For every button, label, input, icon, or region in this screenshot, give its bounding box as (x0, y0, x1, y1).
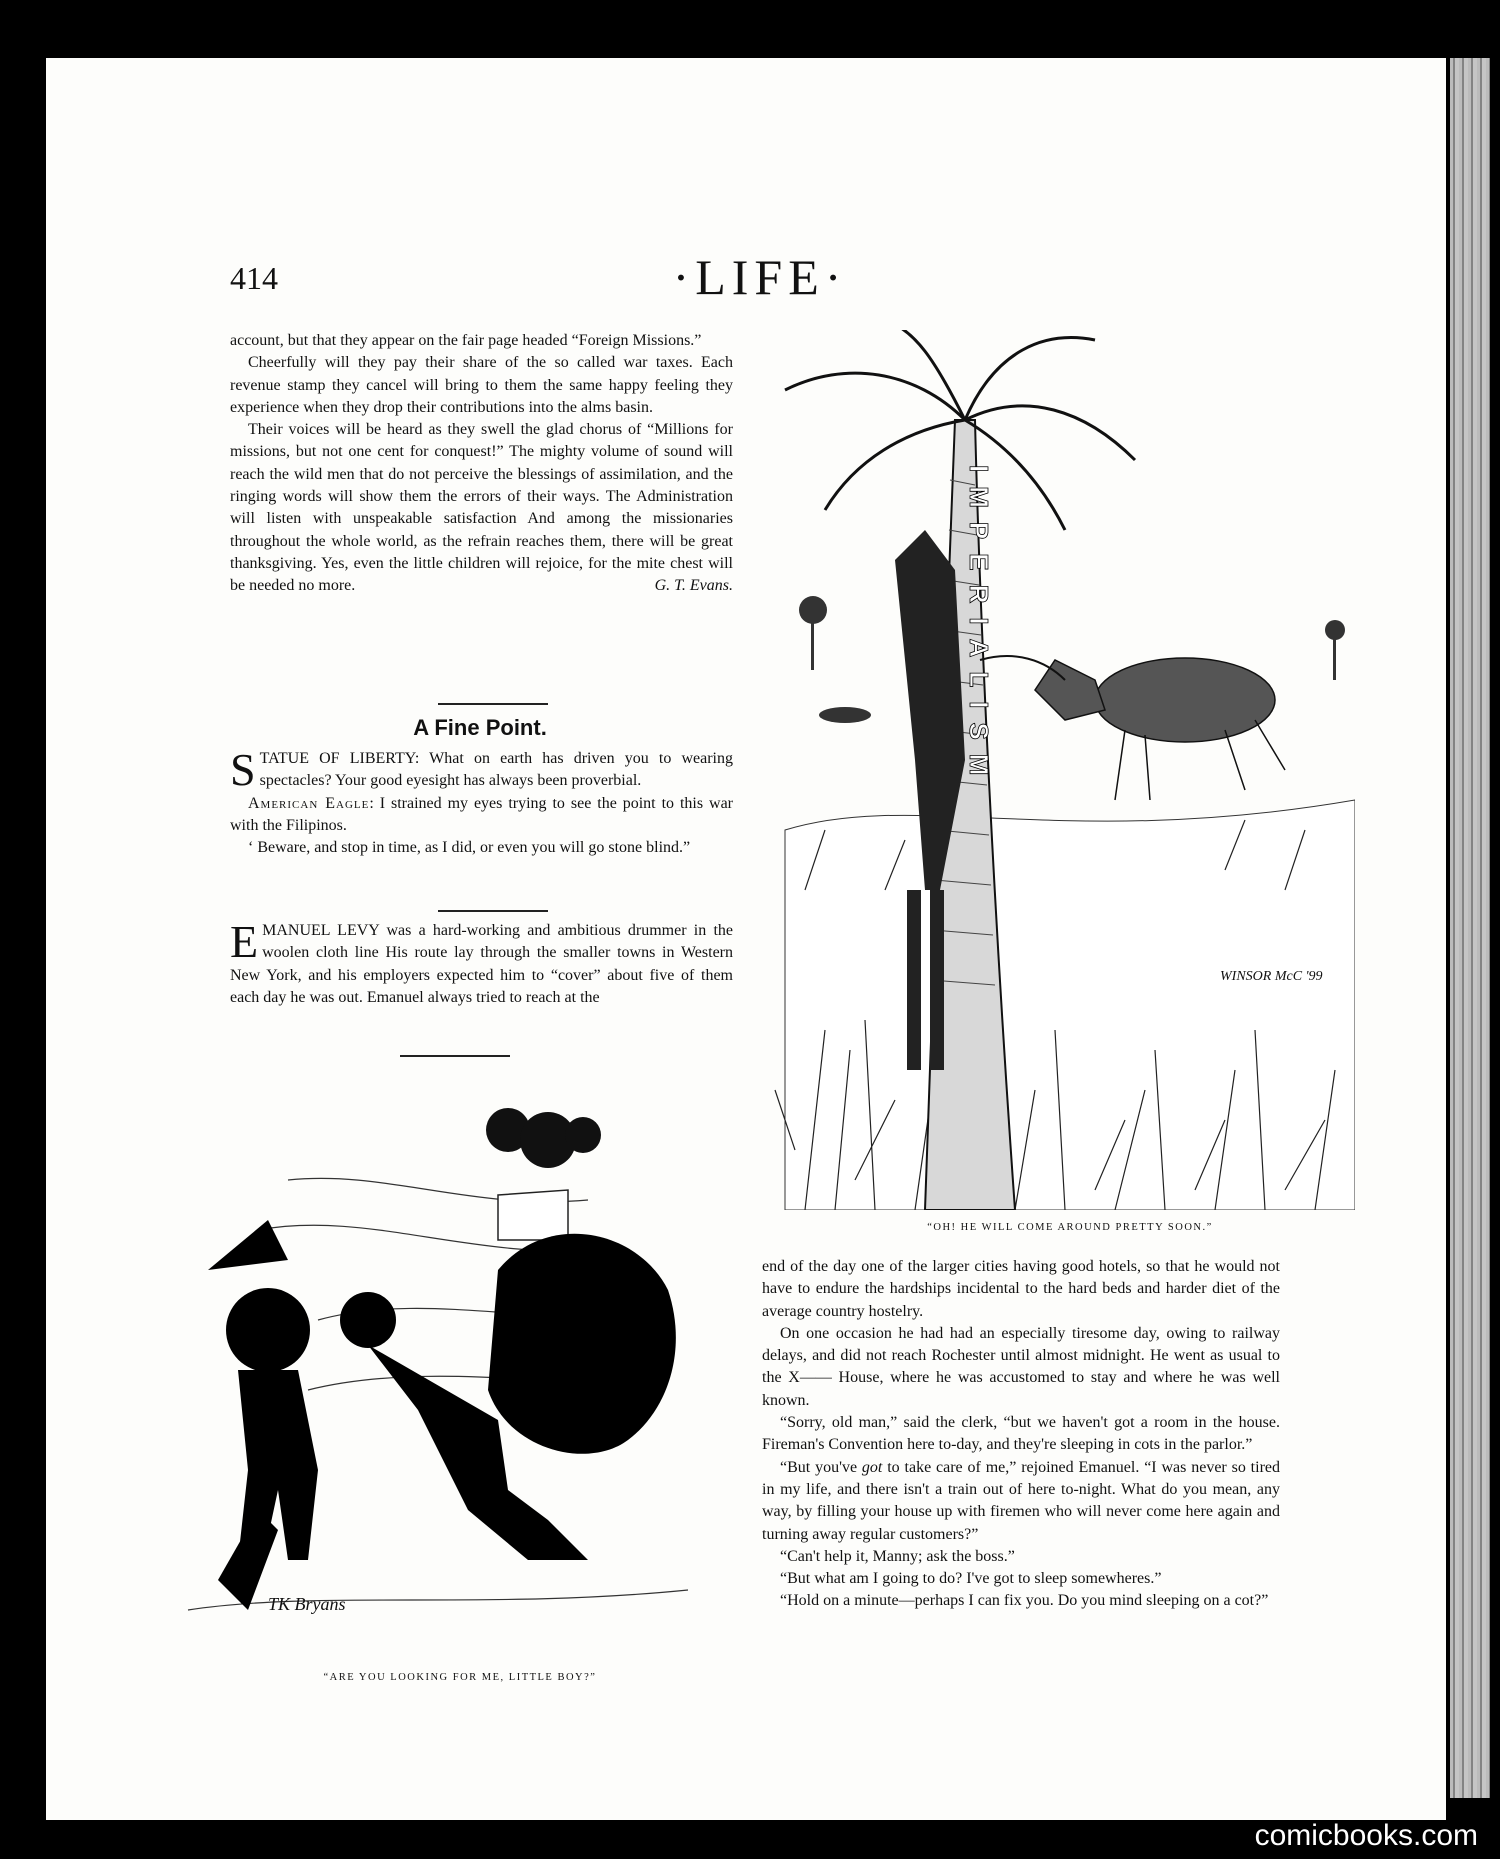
left-cartoon-caption: “ARE YOU LOOKING FOR ME, LITTLE BOY?” (323, 1672, 597, 1683)
watermark: comicbooks.com (1254, 1819, 1478, 1852)
divider (438, 910, 548, 912)
paragraph-text: Their voices will be heard as they swell the glad chorus of “Millions for missions, but not one cent for conquest!” The mighty volume of sound will reach the wild men that do not perceive the blessings of assimilation, and the ringing words will show them the errors of their ways. The Administration will listen with unspeakable satisfaction And among the missionaries throughout the whole world, as the refrain reaches them, there will be great thanksgiving. Yes, even the little children will rejoice, for the mite chest will be needed no more. (230, 421, 733, 595)
paragraph: account, but that they appear on the fair page headed “Foreign Missions.” (230, 332, 702, 349)
levy-story-intro (230, 916, 734, 1009)
masthead-title: ·LIFE· (672, 249, 848, 305)
author-signature: G. T. Evans. (654, 577, 733, 595)
artist-signature: TK Bryans (268, 1594, 346, 1614)
page-number: 414 (230, 260, 278, 296)
left-column-text (230, 330, 733, 598)
story-text: was a hard-working and ambitious drummer in the woolen cloth line His route lay through the smaller towns in Western New York, and his employers expected him to “cover” about five of them each day he was out. Emanuel always tried to reach at the (230, 922, 734, 1006)
story-name: MANUEL LEVY (262, 922, 380, 939)
fine-point-text (230, 744, 733, 859)
right-cartoon-caption: “OH! HE WILL COME AROUND PRETTY SOON.” (927, 1222, 1213, 1233)
paragraph: Cheerfully will they pay their share of the so called war taxes. Each revenue stamp they cancel will bring to them the same happy feeling they experience when they drop their contributions into the alms basin. (230, 354, 733, 416)
paragraph (230, 793, 733, 838)
paragraph (230, 419, 733, 597)
drop-cap: E (230, 916, 259, 967)
paragraph: end of the day one of the larger cities having good hotels, so that he would not have to endure the hardships incidental to the hard beds and harder diet of the average country hostelry. (762, 1258, 1280, 1320)
turkey-cartoon (168, 1090, 728, 1630)
artist-signature: WINSOR McC '99 (1220, 969, 1323, 984)
emphasis: got (861, 1458, 883, 1476)
paragraph: “Hold on a minute—perhaps I can fix you. Do you mind sleeping on a cot?” (780, 1592, 1269, 1610)
imperialism-cartoon (765, 330, 1355, 1210)
paragraph (762, 1457, 1280, 1546)
dialogue: “But you've (780, 1458, 862, 1476)
divider (438, 703, 548, 705)
paragraph: “Sorry, old man,” said the clerk, “but we haven't got a room in the house. Fireman's Convention here to-day, and they're sleeping in cots in the parlor.” (762, 1414, 1280, 1454)
paragraph (230, 744, 733, 795)
dialogue: to take care of me,” rejoined Emanuel. “I was never so tired in my life, and there isn't a train out of here to-night. What do you mean, any way, by filling your house up with firemen who will never come here again and turning away regular customers?” (762, 1458, 1281, 1543)
levy-story-continued (762, 1256, 1280, 1613)
paragraph: “But what am I going to do? I've got to sleep somewheres.” (780, 1570, 1162, 1588)
dialogue: : What on earth has driven you to wearing spectacles? Your good eyesight has always been proverbial. (259, 750, 733, 790)
speaker-name: TATUE OF LIBERTY (259, 750, 415, 767)
drop-cap: S (230, 744, 256, 795)
speaker-name: American Eagle (248, 794, 370, 812)
trunk-label: IMPERIALISM (964, 465, 994, 790)
paragraph: “Can't help it, Manny; ask the boss.” (780, 1547, 1015, 1565)
dialogue: : I strained my eyes trying to see the point to this war with the Filipinos. (230, 794, 733, 834)
paragraph (230, 916, 734, 1009)
adjacent-page-edge (1450, 58, 1490, 1798)
article-heading: A Fine Point. (413, 715, 547, 740)
paragraph: ‘ Beware, and stop in time, as I did, or even you will go stone blind.” (248, 839, 691, 857)
divider (400, 1055, 510, 1057)
paragraph: On one occasion he had had an especially tiresome day, owing to railway delays, and did not reach Rochester until almost midnight. He went as usual to the X—— House, where he was accustomed to stay and where he was well known. (762, 1324, 1280, 1409)
